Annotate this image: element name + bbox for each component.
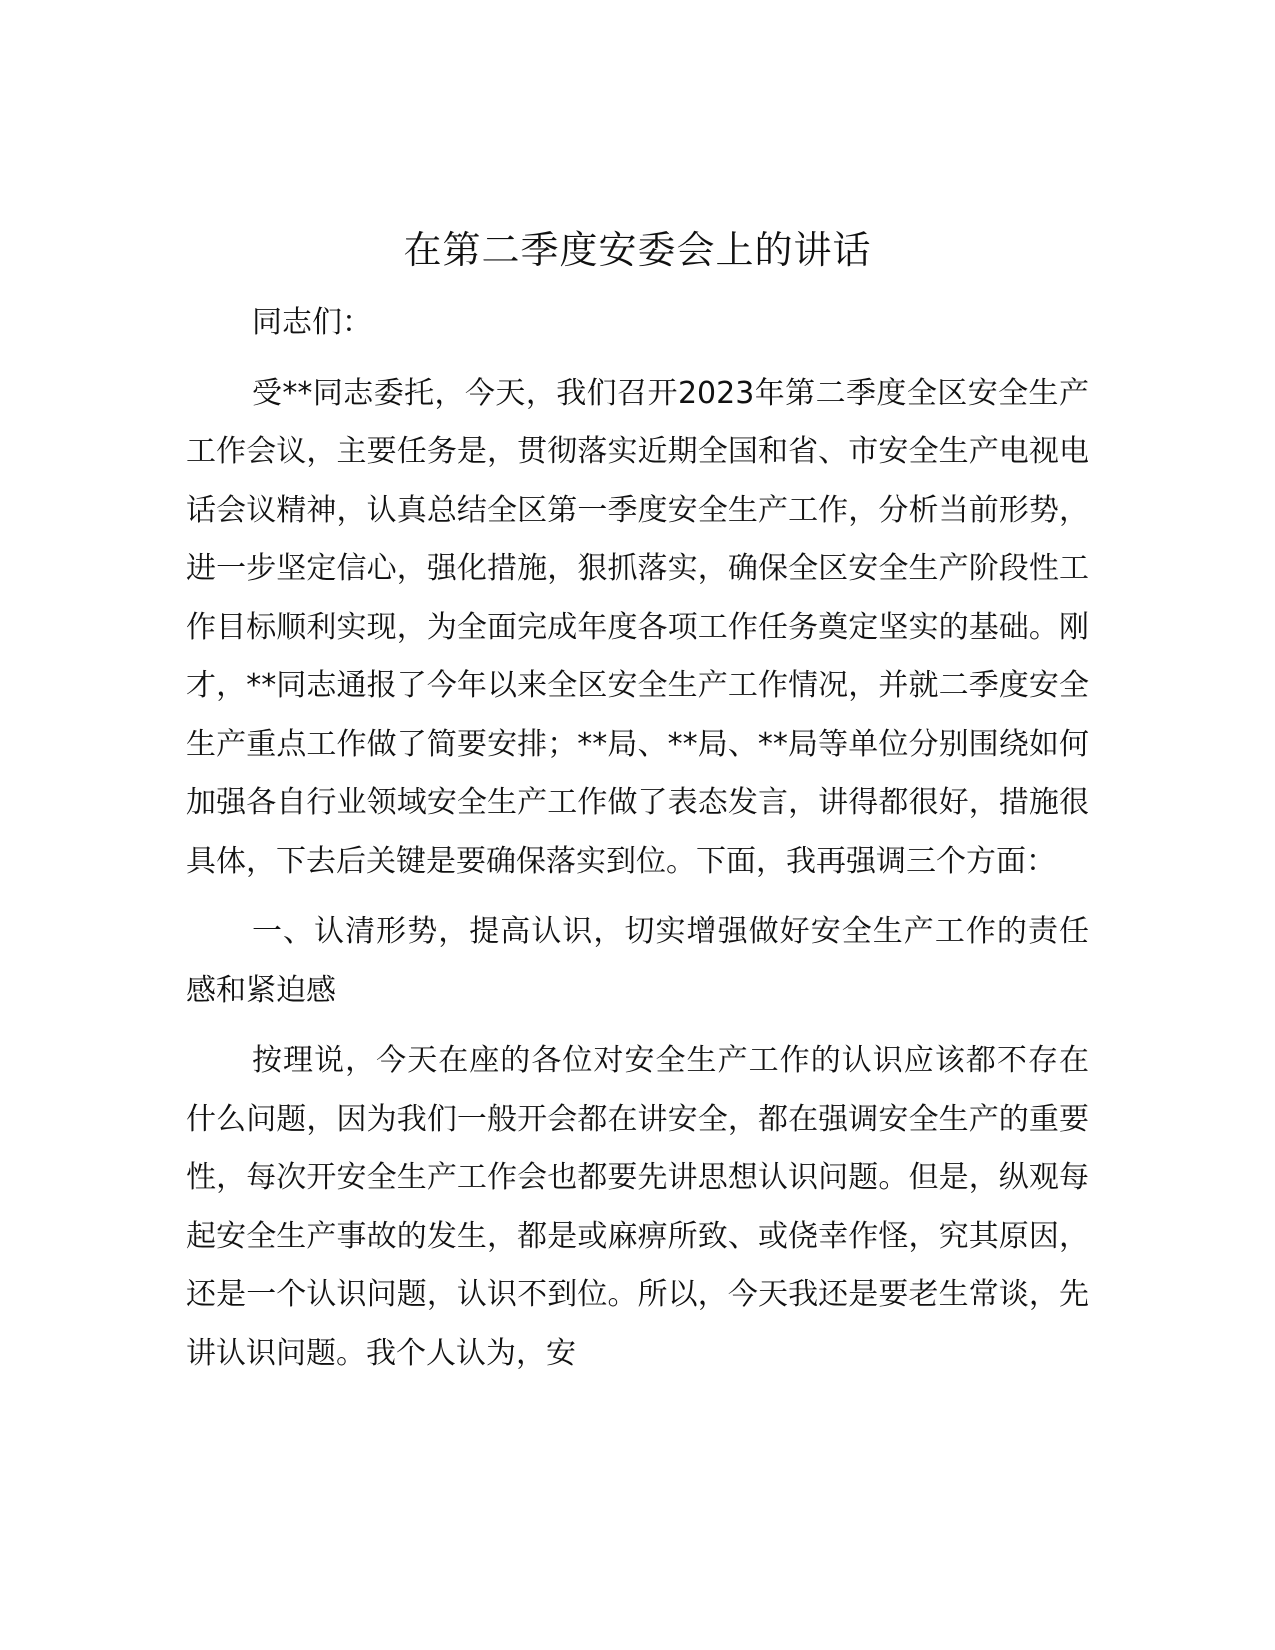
section-heading-1: 一、认清形势，提高认识，切实增强做好安全生产工作的责任感和紧迫感 bbox=[186, 914, 1089, 1008]
document-title: 在第二季度安委会上的讲话 bbox=[403, 228, 872, 272]
document-body bbox=[186, 294, 1089, 1383]
paragraph-section-1: 按理说，今天在座的各位对安全生产工作的认识应该都不存在什么问题，因为我们一般开会都在讲安全，都在强调安全生产的重要性，每次开安全生产工作会也都要先讲思想认识问题。但是，纵观每起安全生产事故的发生，都是或麻痹所致、或侥幸作怪，究其原因，还是一个认识问题，认识不到位。所以，今天我还是要老生常谈，先讲认识问题。我个人认为，安 bbox=[186, 1043, 1089, 1371]
greeting: 同志们： bbox=[252, 305, 372, 340]
paragraph-intro: 受**同志委托，今天，我们召开2023年第二季度全区安全生产工作会议，主要任务是，贯彻落实近期全国和省、市安全生产电视电话会议精神，认真总结全区第一季度安全生产工作，分析当前形势，进一步坚定信心，强化措施，狠抓落实，确保全区安全生产阶段性工作目标顺利实现，为全面完成年度各项工作任务奠定坚实的基础。刚才，**同志通报了今年以来全区安全生产工作情况，并就二季度安全生产重点工作做了简要安排；**局、**局、**局等单位分别围绕如何加强各自行业领域安全生产工作做了表态发言，讲得都很好，措施很具体，下去后关键是要确保落实到位。下面，我再强调三个方面： bbox=[186, 375, 1089, 879]
